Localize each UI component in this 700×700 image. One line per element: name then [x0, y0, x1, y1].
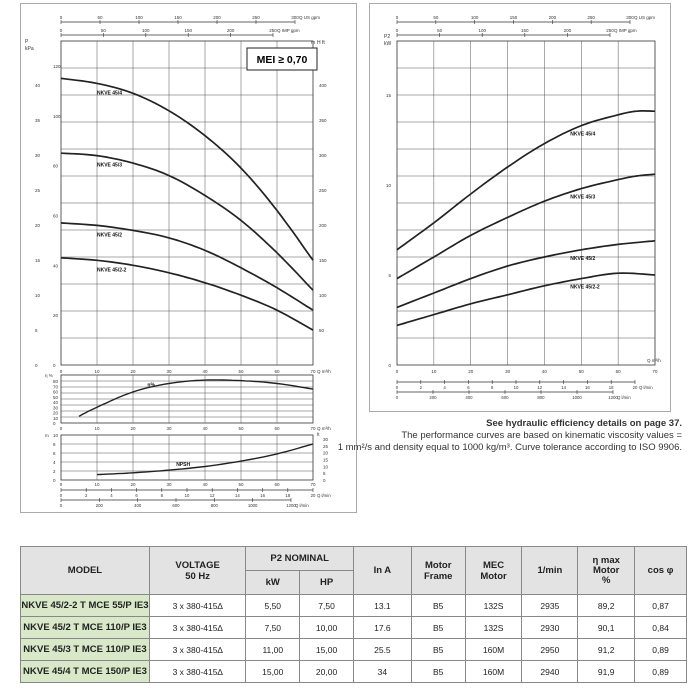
- cell-rpm: 2940: [522, 661, 578, 683]
- tick-label: 800: [210, 503, 218, 508]
- tick-label: 16: [585, 385, 590, 390]
- cell-in: 25.5: [353, 639, 411, 661]
- tick-label: 70: [652, 369, 658, 374]
- curve-note: [338, 418, 682, 454]
- tick-label: 200: [563, 28, 572, 33]
- cell-rpm: 2950: [522, 639, 578, 661]
- tick-label: 150: [174, 15, 182, 20]
- tick-label: 10: [35, 293, 41, 298]
- cell-mec: 160M: [465, 639, 522, 661]
- tick-label: 15: [35, 258, 41, 263]
- tick-label: 50: [319, 328, 325, 333]
- axis-unit: Q IMP gpm: [277, 28, 300, 33]
- table-row: [21, 661, 687, 683]
- tick-label: 25: [323, 443, 329, 449]
- tick-label: 100: [135, 15, 143, 20]
- col-hp: HP: [300, 571, 354, 595]
- y-unit-kw: kW: [384, 41, 392, 47]
- tick-label: 14: [561, 385, 566, 390]
- cell-voltage: 3 x 380-415∆: [149, 639, 245, 661]
- axis-unit: Q l/min: [295, 503, 309, 508]
- tick-label: 50: [238, 369, 244, 374]
- tick-label: 20: [323, 450, 329, 456]
- tick-label: 70: [310, 369, 316, 374]
- head-chart: [25, 39, 331, 374]
- tick-label: 12: [209, 493, 215, 498]
- y-unit-p2: P2: [384, 34, 391, 40]
- tick-label: 0: [59, 482, 63, 487]
- tick-label: 0: [53, 478, 56, 483]
- col-cos: cos φ: [635, 547, 687, 595]
- tick-label: 5: [323, 471, 326, 477]
- tick-label: 0: [59, 369, 63, 374]
- y-unit-p: P: [25, 39, 29, 45]
- tick-label: 10: [94, 369, 100, 374]
- efficiency-chart: [45, 373, 331, 431]
- tick-label: 0: [53, 363, 56, 368]
- cell-voltage: 3 x 380-415∆: [149, 617, 245, 639]
- tick-label: 40: [541, 369, 547, 374]
- tick-label: 600: [501, 395, 509, 400]
- tick-label: 1200: [286, 503, 296, 508]
- col-p2-nominal: P2 NOMINAL: [246, 547, 354, 571]
- plot-frame: [61, 435, 313, 480]
- col-voltage: VOLTAGE 50 Hz: [149, 547, 245, 595]
- tick-label: 250: [319, 188, 327, 193]
- cell-model: NKVE 45/4 T MCE 150/P IE3: [21, 661, 150, 683]
- tick-label: 15: [385, 93, 391, 98]
- tick-label: 10: [53, 433, 59, 438]
- tick-label: 60: [615, 369, 621, 374]
- tick-label: 80: [53, 379, 59, 384]
- curve-label: NKVE 45/2: [97, 232, 123, 239]
- tick-label: 0: [323, 478, 326, 483]
- tick-label: 150: [509, 15, 518, 20]
- mei-badge-text: MEI ≥ 0,70: [256, 54, 308, 66]
- tick-label: 5: [388, 273, 391, 278]
- tick-label: 60: [274, 482, 280, 487]
- cell-frame: B5: [411, 595, 465, 617]
- tick-label: 70: [310, 482, 316, 487]
- tick-label: 10: [94, 482, 100, 487]
- cell-frame: B5: [411, 661, 465, 683]
- tick-label: 350: [319, 118, 327, 123]
- tick-label: 200: [319, 223, 327, 228]
- tick-label: 0: [395, 385, 399, 390]
- tick-label: 10: [513, 385, 519, 390]
- col-eff: η max Motor %: [578, 547, 635, 595]
- axis-unit: Q IMP gpm: [614, 28, 637, 33]
- tick-label: 2: [53, 469, 56, 474]
- curve-label: NKVE 45/2-2: [570, 284, 600, 291]
- col-rpm: 1/min: [522, 547, 578, 595]
- tick-label: 10: [323, 464, 329, 470]
- axis-unit: Q US gpm: [634, 15, 656, 20]
- tick-label: 60: [274, 369, 280, 374]
- table-row: [21, 617, 687, 639]
- cell-voltage: 3 x 380-415∆: [149, 661, 245, 683]
- tick-label: 25: [35, 188, 41, 193]
- cell-eff: 91,9: [578, 661, 635, 683]
- tick-label: 40: [53, 400, 59, 405]
- col-kw: kW: [246, 571, 300, 595]
- cell-cos: 0,87: [635, 595, 687, 617]
- tick-label: 10: [184, 493, 190, 498]
- cell-cos: 0,84: [635, 617, 687, 639]
- cell-rpm: 2930: [522, 617, 578, 639]
- tick-label: 60: [53, 213, 59, 219]
- tick-label: 4: [110, 493, 113, 498]
- tick-label: 300: [291, 15, 299, 20]
- tick-label: 250: [587, 15, 595, 20]
- power-curve-4: [397, 273, 655, 325]
- tick-label: 1000: [247, 503, 258, 508]
- axis-unit: Q l/min: [639, 385, 653, 390]
- tick-label: 20: [310, 493, 316, 498]
- tick-label: 18: [285, 493, 291, 498]
- tick-label: 100: [53, 113, 61, 119]
- tick-label: 1200: [608, 395, 618, 400]
- tick-label: 0: [53, 421, 56, 426]
- tick-label: 50: [53, 394, 59, 400]
- curve-label: NKVE 45/3: [570, 194, 596, 201]
- tick-label: 40: [202, 482, 208, 487]
- tick-label: 20: [130, 482, 136, 487]
- cell-mec: 132S: [465, 617, 522, 639]
- cell-model: NKVE 45/2-2 T MCE 55/P IE3: [21, 595, 150, 617]
- tick-label: 0: [59, 426, 63, 431]
- tick-label: 0: [35, 363, 38, 368]
- tick-label: 30: [53, 405, 59, 411]
- tick-label: 250: [252, 15, 260, 20]
- tick-label: 300: [319, 153, 327, 158]
- tick-label: 200: [213, 15, 221, 20]
- tick-label: 30: [323, 437, 329, 442]
- tick-label: 30: [166, 426, 172, 431]
- cell-hp: 7,50: [300, 595, 354, 617]
- tick-label: 70: [310, 426, 316, 431]
- tick-label: 50: [238, 426, 244, 431]
- tick-label: 5: [35, 328, 38, 333]
- tick-label: 4: [443, 385, 446, 390]
- x-unit: Q m³/h: [317, 426, 331, 431]
- tick-label: 400: [319, 83, 327, 88]
- tick-label: 8: [160, 493, 163, 498]
- tick-label: 10: [385, 183, 391, 188]
- note-line2: The performance curves are based on kinematic viscosity values =: [401, 430, 682, 441]
- tick-label: 6: [135, 493, 138, 498]
- tick-label: 400: [465, 395, 473, 400]
- npsh-left-unit: m: [45, 433, 49, 438]
- left-bottom-axes: [60, 488, 331, 508]
- npsh-label: NPSH: [176, 461, 191, 468]
- x-unit: Q m³/h: [317, 369, 331, 374]
- cell-hp: 20,00: [300, 661, 354, 683]
- tick-label: 4: [53, 460, 56, 465]
- cell-in: 34: [353, 661, 411, 683]
- right-unit: H ft: [317, 40, 325, 46]
- y-unit-kpa: kPa: [25, 46, 34, 52]
- tick-label: 60: [274, 426, 280, 431]
- tick-label: 20: [35, 223, 41, 228]
- tick-label: 300: [626, 15, 634, 20]
- tick-label: 0: [59, 28, 63, 33]
- tick-label: 100: [319, 293, 327, 298]
- tick-label: 250: [606, 28, 614, 33]
- tick-label: 0: [59, 493, 63, 498]
- right-chart-panel: [369, 3, 671, 412]
- curve-label: NKVE 45/4: [97, 90, 123, 97]
- tick-label: 8: [491, 385, 494, 390]
- npsh-right-unit: ft: [317, 432, 320, 437]
- cell-hp: 10,00: [300, 617, 354, 639]
- tick-label: 120: [53, 63, 61, 69]
- tick-label: 50: [578, 369, 584, 374]
- power-chart: [370, 4, 670, 411]
- cell-eff: 90,1: [578, 617, 635, 639]
- col-in: In A: [353, 547, 411, 595]
- tick-label: 10: [53, 415, 59, 421]
- cell-mec: 132S: [465, 595, 522, 617]
- cell-frame: B5: [411, 617, 465, 639]
- eff-label: η%: [147, 382, 155, 389]
- tick-label: 200: [226, 28, 235, 33]
- cell-frame: B5: [411, 639, 465, 661]
- tick-label: 0: [395, 395, 399, 400]
- tick-label: 80: [53, 163, 59, 169]
- right-top-axes: [396, 15, 656, 37]
- curve-label: NKVE 45/2-2: [97, 267, 127, 274]
- tick-label: 40: [35, 83, 41, 88]
- tick-label: 0: [388, 363, 391, 368]
- tick-label: 40: [53, 263, 59, 269]
- cell-model: NKVE 45/3 T MCE 110/P IE3: [21, 639, 150, 661]
- col-mec-motor: MEC Motor: [465, 547, 522, 595]
- tick-label: 30: [166, 369, 172, 374]
- table-row: [21, 595, 687, 617]
- cell-hp: 15,00: [300, 639, 354, 661]
- cell-mec: 160M: [465, 661, 522, 683]
- tick-label: 35: [35, 118, 41, 123]
- tick-label: 15: [323, 457, 329, 463]
- tick-label: 100: [142, 28, 150, 33]
- tick-label: 18: [608, 385, 614, 390]
- right-bottom-axes: [396, 380, 653, 400]
- tick-label: 800: [537, 395, 545, 400]
- tick-label: 2: [85, 493, 88, 498]
- tick-label: 50: [97, 15, 103, 20]
- tick-label: 60: [53, 389, 59, 395]
- tick-label: 14: [235, 493, 240, 498]
- tick-label: 50: [433, 15, 439, 20]
- tick-label: 16: [260, 493, 265, 498]
- tick-label: 20: [632, 385, 638, 390]
- tick-label: 12: [537, 385, 543, 390]
- tick-label: 40: [202, 426, 208, 431]
- tick-label: 50: [238, 482, 244, 487]
- tick-label: 30: [505, 369, 511, 374]
- cell-kw: 15,00: [246, 661, 300, 683]
- tick-label: 30: [166, 482, 172, 487]
- cell-in: 17.6: [353, 617, 411, 639]
- axis-unit: Q l/min: [317, 493, 331, 498]
- inner-unit: m: [311, 40, 316, 46]
- tick-label: 150: [319, 258, 327, 263]
- tick-label: 30: [35, 153, 41, 158]
- tick-label: 6: [467, 385, 470, 390]
- tick-label: 100: [478, 28, 486, 33]
- left-chart-panel: [20, 3, 357, 513]
- tick-label: 20: [130, 369, 136, 374]
- tick-label: 0: [395, 369, 399, 374]
- tick-label: 50: [437, 28, 443, 33]
- tick-label: 150: [521, 28, 529, 33]
- eff-unit: η %: [45, 373, 53, 378]
- tick-label: 1000: [572, 395, 582, 400]
- col-motor-frame: Motor Frame: [411, 547, 465, 595]
- tick-label: 20: [53, 410, 59, 416]
- tick-label: 2: [419, 385, 422, 390]
- tick-label: 8: [53, 442, 56, 447]
- axis-unit: Q l/min: [617, 395, 631, 400]
- tick-label: 600: [172, 503, 180, 508]
- curve-label: NKVE 45/4: [570, 131, 596, 138]
- tick-label: 200: [429, 395, 437, 400]
- col-model: MODEL: [21, 547, 150, 595]
- tick-label: 250: [269, 28, 277, 33]
- curve-label: NKVE 45/3: [97, 162, 123, 169]
- note-bold: See hydraulic efficiency details on page 37.: [486, 418, 682, 429]
- tick-label: 0: [59, 15, 63, 20]
- cell-cos: 0,89: [635, 661, 687, 683]
- tick-label: 40: [202, 369, 208, 374]
- tick-label: 6: [53, 451, 56, 456]
- tick-label: 400: [134, 503, 142, 508]
- tick-label: 20: [53, 313, 59, 319]
- power-curve-2: [397, 174, 655, 278]
- tick-label: 0: [395, 15, 399, 20]
- power-plot: [384, 34, 661, 374]
- curve-label: NKVE 45/2: [570, 255, 596, 262]
- cell-eff: 91,2: [578, 639, 635, 661]
- cell-cos: 0,89: [635, 639, 687, 661]
- npsh-chart: [45, 432, 329, 487]
- cell-eff: 89,2: [578, 595, 635, 617]
- tick-label: 20: [130, 426, 136, 431]
- cell-rpm: 2935: [522, 595, 578, 617]
- spec-table: [20, 546, 687, 683]
- tick-label: 0: [59, 503, 63, 508]
- cell-kw: 11,00: [246, 639, 300, 661]
- table-row: [21, 639, 687, 661]
- note-line3: 1 mm²/s and density equal to 1000 kg/m³. Curve tolerance according to ISO 9906.: [337, 442, 682, 453]
- tick-label: 20: [468, 369, 474, 374]
- tick-label: 10: [431, 369, 437, 374]
- cell-model: NKVE 45/2 T MCE 110/P IE3: [21, 617, 150, 639]
- tick-label: 150: [184, 28, 192, 33]
- tick-label: 10: [94, 426, 100, 431]
- cell-voltage: 3 x 380-415∆: [149, 595, 245, 617]
- cell-kw: 5,50: [246, 595, 300, 617]
- axis-unit: Q US gpm: [299, 15, 321, 20]
- x-unit: Q m³/h: [647, 358, 661, 363]
- head-efficiency-npsh-chart: [21, 4, 356, 512]
- tick-label: 0: [395, 28, 399, 33]
- tick-label: 100: [470, 15, 479, 20]
- left-top-axes: [60, 15, 321, 37]
- cell-in: 13.1: [353, 595, 411, 617]
- tick-label: 70: [53, 384, 59, 390]
- tick-label: 200: [548, 15, 557, 20]
- tick-label: 200: [95, 503, 103, 508]
- cell-kw: 7,50: [246, 617, 300, 639]
- tick-label: 50: [100, 28, 106, 33]
